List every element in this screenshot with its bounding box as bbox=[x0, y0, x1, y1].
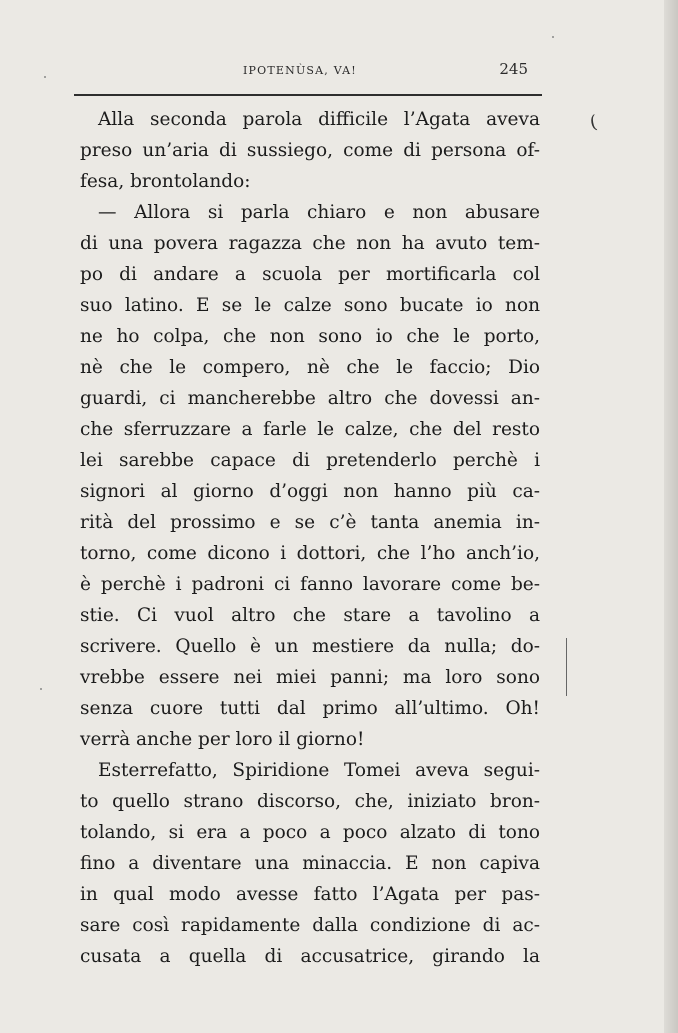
text-line: rità del prossimo e se c’è tanta anemia in- bbox=[80, 512, 540, 533]
page-number: 245 bbox=[499, 60, 528, 78]
text-line: verrà anche per loro il giorno! bbox=[80, 729, 365, 750]
text-line: ne ho colpa, che non sono io che le porto, bbox=[80, 326, 540, 347]
text-line: guardi, ci mancherebbe altro che dovessi an- bbox=[80, 388, 540, 409]
margin-mark: ( bbox=[588, 111, 599, 134]
text-line: signori al giorno d’oggi non hanno più ca- bbox=[80, 481, 540, 502]
text-line: che sferruzzare a farle le calze, che del resto bbox=[80, 419, 540, 440]
text-line: po di andare a scuola per mortificarla col bbox=[80, 264, 540, 285]
text-line: è perchè i padroni ci fanno lavorare come be- bbox=[80, 574, 540, 595]
paper-speck bbox=[552, 36, 554, 38]
text-line: di una povera ragazza che non ha avuto tem- bbox=[80, 233, 540, 254]
text-line: scrivere. Quello è un mestiere da nulla; do- bbox=[80, 636, 540, 657]
text-line: lei sarebbe capace di pretenderlo perchè i bbox=[80, 450, 540, 471]
text-line: sare così rapidamente dalla condizione di ac- bbox=[80, 915, 540, 936]
text-line: nè che le compero, nè che le faccio; Dio bbox=[80, 357, 540, 378]
running-head: IPOTENÙSA, VA! bbox=[243, 64, 357, 77]
text-line: stie. Ci vuol altro che stare a tavolino a bbox=[80, 605, 540, 626]
text-line: senza cuore tutti dal primo all’ultimo. Oh! bbox=[80, 698, 540, 719]
page-edge-shadow bbox=[664, 0, 678, 1033]
text-line: fino a diventare una minaccia. E non capiva bbox=[80, 853, 540, 874]
text-line: fesa, brontolando: bbox=[80, 171, 251, 192]
text-line: to quello strano discorso, che, iniziato bron- bbox=[80, 791, 540, 812]
text-line: Esterrefatto, Spiridione Tomei aveva segui- bbox=[98, 760, 540, 781]
text-line: Alla seconda parola difficile l’Agata aveva bbox=[98, 109, 540, 130]
text-line: vrebbe essere nei miei panni; ma loro sono bbox=[80, 667, 540, 688]
text-line: in qual modo avesse fatto l’Agata per pas- bbox=[80, 884, 540, 905]
text-line: cusata a quella di accusatrice, girando la bbox=[80, 946, 540, 967]
body-text bbox=[80, 104, 540, 972]
text-line: torno, come dicono i dottori, che l’ho anch’io, bbox=[80, 543, 540, 564]
margin-side-line bbox=[566, 638, 567, 696]
text-line: tolando, si era a poco a poco alzato di tono bbox=[80, 822, 540, 843]
text-line: — Allora si parla chiaro e non abusare bbox=[98, 202, 540, 223]
paper-speck bbox=[40, 688, 42, 690]
text-line: preso un’aria di sussiego, come di persona of- bbox=[80, 140, 540, 161]
paper-speck bbox=[44, 76, 46, 78]
text-line: suo latino. E se le calze sono bucate io non bbox=[80, 295, 540, 316]
header-rule bbox=[74, 94, 542, 96]
page-header bbox=[88, 58, 538, 82]
